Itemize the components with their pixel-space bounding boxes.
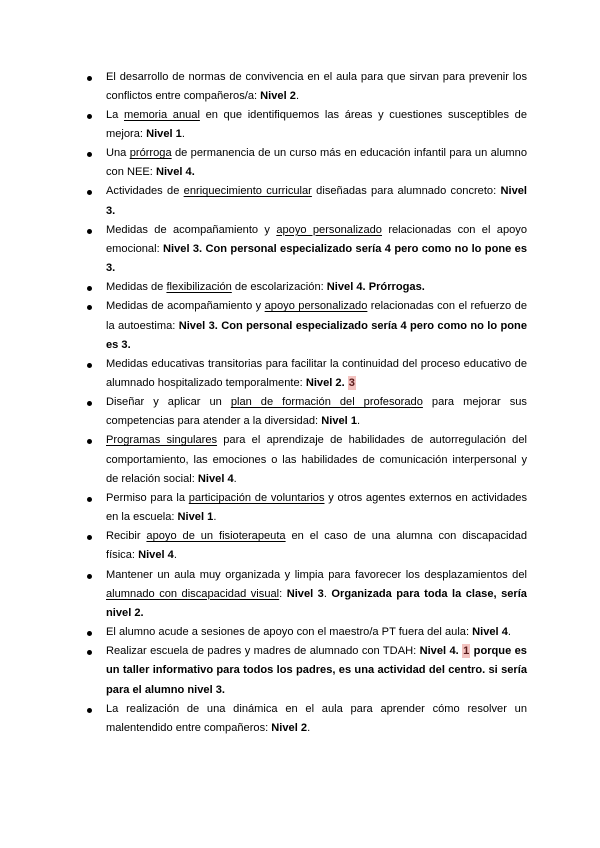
bullet-icon — [87, 363, 92, 368]
bullet-icon — [87, 401, 92, 406]
text-run: malentendido entre compañeros: — [106, 721, 272, 734]
text-line — [106, 489, 527, 508]
text-run: . — [507, 626, 511, 639]
list-item — [106, 144, 527, 182]
list-item — [106, 297, 527, 354]
text-line — [106, 393, 527, 412]
text-line — [106, 297, 527, 316]
text-run: . — [307, 721, 311, 734]
list-item — [106, 278, 527, 297]
list-item — [106, 106, 527, 144]
list-item — [106, 355, 527, 393]
text-run: Recibir — [106, 530, 147, 543]
text-run: Medidas de acompañamiento y — [106, 300, 265, 313]
list-item — [106, 623, 527, 642]
text-run: . — [213, 511, 217, 524]
text-run: conflictos entre compañeros/a: — [106, 89, 261, 102]
underlined-term: Programas singulares — [106, 434, 218, 447]
text-run: El alumno acude a sesiones de apoyo con el maestro/a PT fuera del aula: — [106, 626, 473, 639]
text-line — [106, 700, 527, 719]
text-run: en que identifiquemos las áreas y cuestiones susceptibles de — [199, 108, 527, 121]
list-item — [106, 489, 527, 527]
text-run: física: — [106, 549, 139, 562]
text-line — [106, 336, 527, 355]
text-run: Actividades de — [106, 185, 184, 198]
bullet-icon — [87, 535, 92, 540]
text-line — [106, 623, 527, 642]
text-run: competencias para atender a la diversidad: — [106, 415, 322, 428]
list-item — [106, 221, 527, 278]
text-run: . — [181, 127, 185, 140]
text-run: para el aprendizaje de habilidades de autorregulación del — [217, 434, 527, 447]
bold-rating: Nivel 2 — [271, 721, 308, 734]
bold-rating: un taller informativo para todos los padres, es una actividad del centro. si sería — [106, 664, 527, 677]
text-run: relacionadas con el refuerzo de — [367, 300, 527, 313]
text-line — [106, 585, 527, 604]
text-run: Medidas de acompañamiento y — [106, 223, 277, 236]
text-line — [106, 259, 527, 278]
bullet-icon — [87, 574, 92, 579]
text-line — [106, 163, 527, 182]
bullet-list — [106, 68, 527, 738]
text-run: en el caso de una alumna con discapacidad — [285, 530, 528, 543]
bullet-icon — [87, 229, 92, 234]
list-item — [106, 566, 527, 623]
underlined-term: memoria anual — [123, 108, 200, 121]
text-line — [106, 87, 527, 106]
bullet-icon — [87, 631, 92, 636]
text-run: Medidas educativas transitorias para facilitar la continuidad del proceso educativo de — [106, 357, 527, 370]
text-line — [106, 182, 527, 201]
text-run: mejora: — [106, 127, 147, 140]
text-run: . — [233, 472, 237, 485]
bold-rating: Nivel 4. Prórrogas. — [326, 281, 425, 294]
text-line — [106, 451, 527, 470]
text-line — [106, 106, 527, 125]
text-run: . — [323, 587, 332, 600]
text-line — [106, 642, 527, 661]
text-line — [106, 508, 527, 527]
underlined-term: alumnado con discapacidad visual — [106, 587, 280, 600]
text-line — [106, 240, 527, 259]
list-item — [106, 182, 527, 220]
text-run: . — [295, 89, 300, 102]
bold-rating: Nivel 4. — [155, 166, 195, 179]
bullet-icon — [87, 190, 92, 195]
text-run: Una — [106, 147, 130, 160]
text-line — [106, 144, 527, 163]
bold-rating: Nivel — [500, 185, 527, 198]
text-run: diseñadas para alumnado concreto: — [311, 185, 501, 198]
bullet-icon — [87, 286, 92, 291]
bold-rating: Nivel 2. — [305, 377, 345, 389]
list-item — [106, 642, 527, 699]
bold-rating: Nivel 3. Con personal especializado sería 4 pero como no lo pone es — [163, 242, 528, 255]
text-line — [106, 355, 527, 374]
text-line — [106, 604, 527, 623]
bullet-icon — [87, 305, 92, 310]
bullet-icon — [87, 708, 92, 713]
list-item — [106, 431, 527, 488]
text-run: la autoestima: — [106, 319, 179, 332]
text-run: comportamiento, las emociones o las habilidades de comunicación interpersonal y — [106, 453, 527, 466]
text-run: La realización de una dinámica en el aula para aprender cómo resolver un — [106, 702, 527, 715]
text-run: Permiso para la — [106, 491, 189, 504]
text-line — [106, 661, 527, 680]
text-run: con NEE: — [106, 166, 156, 179]
text-line — [106, 527, 527, 546]
text-run: alumnado hospitalizado temporalmente: — [106, 377, 306, 389]
list-item — [106, 527, 527, 565]
text-run: de escolarización: — [231, 281, 327, 294]
underlined-term: prórroga — [129, 147, 172, 160]
text-line — [106, 546, 527, 565]
bullet-icon — [87, 114, 92, 119]
text-line — [106, 470, 527, 489]
bold-rating: 3. — [106, 204, 116, 217]
text-run: . — [357, 415, 361, 428]
bold-rating: Organizada para toda la clase, sería — [331, 587, 527, 600]
text-line — [106, 412, 527, 431]
underlined-term: apoyo personalizado — [264, 300, 368, 313]
text-run: La — [106, 108, 124, 121]
bold-rating: para el alumno nivel 3. — [106, 683, 225, 696]
text-run: : — [279, 587, 287, 600]
text-run: . — [173, 549, 177, 562]
text-line — [106, 431, 527, 450]
text-run: relacionadas con el apoyo — [381, 223, 527, 236]
text-line — [106, 566, 527, 585]
underlined-term: flexibilización — [166, 281, 232, 294]
underlined-term: apoyo de un fisioterapeuta — [146, 530, 286, 543]
text-line — [106, 681, 527, 700]
text-line — [106, 221, 527, 240]
underlined-term: plan de formación del profesorado — [230, 396, 423, 409]
text-line — [106, 278, 527, 297]
bold-rating: Nivel 1 — [177, 511, 214, 524]
text-run: El desarrollo de normas de convivencia en el aula para que sirvan para prevenir los — [106, 70, 527, 83]
highlighted-correction: 1 — [463, 645, 470, 658]
underlined-term: enriquecimiento curricular — [183, 185, 312, 198]
bullet-icon — [87, 152, 92, 157]
bold-rating: Nivel 3. Con personal especializado sería 4 pero como no lo pone — [178, 319, 527, 332]
bold-rating: nivel 2. — [106, 606, 144, 619]
bullet-icon — [87, 439, 92, 444]
underlined-term: apoyo personalizado — [276, 223, 382, 236]
bold-rating: Nivel 1 — [146, 127, 182, 140]
bullet-icon — [87, 497, 92, 502]
bold-rating: Nivel 2 — [260, 89, 296, 102]
text-run: para mejorar sus — [422, 396, 527, 409]
list-item — [106, 68, 527, 106]
list-item — [106, 700, 527, 738]
bold-rating: Nivel 1 — [321, 415, 358, 428]
bullet-icon — [87, 76, 92, 81]
bold-rating: es 3. — [106, 338, 131, 351]
text-run: Mantener un aula muy organizada y limpia para favorecer los desplazamientos del — [106, 568, 527, 581]
text-run: y otros agentes externos en actividades — [324, 491, 528, 504]
bold-rating: 3. — [106, 262, 116, 275]
bold-rating: Nivel 3 — [286, 587, 324, 600]
text-run: emocional: — [106, 242, 164, 255]
text-run: Medidas de — [106, 281, 167, 294]
bold-rating: Nivel 4 — [138, 549, 174, 562]
bold-rating: Nivel 4. — [419, 645, 459, 658]
text-line — [106, 317, 527, 336]
underlined-term: participación de voluntarios — [188, 491, 325, 504]
text-line — [106, 374, 527, 393]
bold-rating: porque es — [470, 645, 527, 658]
text-run: Realizar escuela de padres y madres de alumnado con TDAH: — [106, 645, 420, 658]
text-run: Diseñar y aplicar un — [106, 396, 231, 409]
text-run: de relación social: — [106, 472, 198, 485]
bold-rating: Nivel 4 — [197, 472, 234, 485]
list-item — [106, 393, 527, 431]
bold-rating: Nivel 4 — [472, 626, 508, 639]
text-line — [106, 719, 527, 738]
text-line — [106, 125, 527, 144]
bullet-icon — [87, 650, 92, 655]
text-run: en la escuela: — [106, 511, 178, 524]
text-run: de permanencia de un curso más en educación infantil para un alumno — [171, 147, 527, 160]
text-line — [106, 202, 527, 221]
highlighted-correction: 3 — [348, 377, 355, 389]
text-line — [106, 68, 527, 87]
